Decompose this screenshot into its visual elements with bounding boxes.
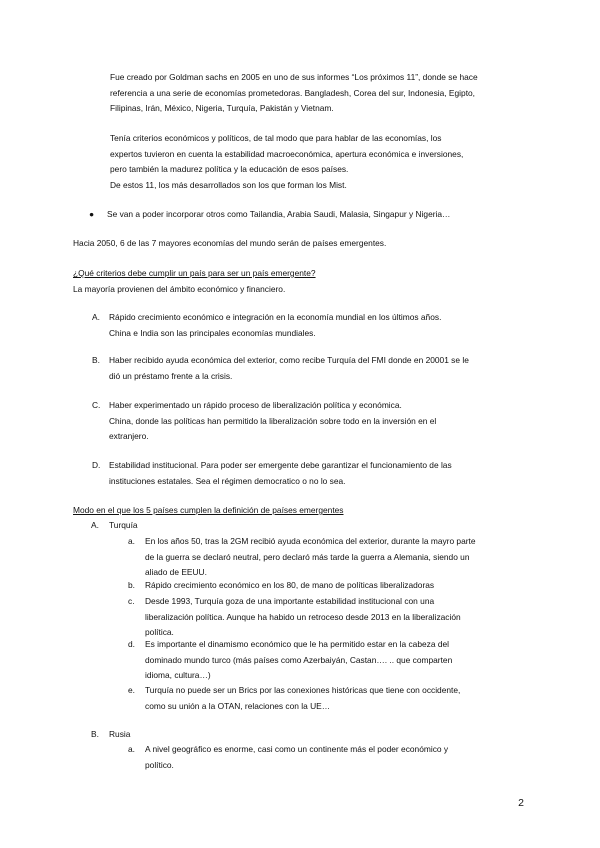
list-marker: c. [128, 596, 135, 606]
list-marker: A. [92, 312, 100, 322]
modo-section [73, 503, 344, 519]
text-line: Fue creado por Goldman sachs en 2005 en uno de sus informes “Los próximos 11”, donde se hace [110, 72, 478, 82]
bullet-icon: ● [89, 209, 95, 219]
list-item [109, 310, 441, 341]
list-marker: C. [92, 400, 101, 410]
list-marker: B. [92, 355, 100, 365]
text-line: A nivel geográfico es enorme, casi como un continente más el poder económico y [145, 744, 449, 754]
list-item [145, 594, 461, 641]
text-line: instituciones estatales. Sea el régimen democratico o no lo sea. [109, 475, 346, 486]
list-marker: d. [128, 639, 135, 649]
text-line: idioma, cultura…) [145, 670, 211, 681]
text-line: política. [145, 627, 174, 638]
text-line: pero también la madurez política y la educación de esos países. [110, 164, 349, 175]
list-marker: D. [92, 460, 101, 470]
text-line: Haber recibido ayuda económica del exterior, como recibe Turquía del FMI donde en 20001 se le [109, 355, 469, 365]
text-line: En los años 50, tras la 2GM recibió ayuda económica del exterior, durante la mayro parte [145, 536, 476, 546]
text-line: Rusia [109, 729, 131, 739]
text-line: Es importante el dinamismo económico que le ha permitido estar en la cabeza del [145, 639, 449, 649]
list-item [145, 578, 434, 594]
section-subtitle: La mayoría provienen del ámbito económico y financiero. [73, 283, 286, 294]
text-line: dió un préstamo frente a la crisis. [109, 370, 233, 381]
text-line: Filipinas, Irán, México, Nigeria, Turquía, Pakistán y Vietnam. [110, 103, 334, 114]
list-item [145, 683, 460, 714]
list-item [145, 742, 448, 773]
criterios-section [73, 266, 316, 297]
intro-paragraph-2 [110, 131, 463, 193]
section-heading: Modo en el que los 5 países cumplen la definición de países emergentes [73, 505, 344, 515]
list-item [109, 458, 452, 489]
text-line: aliado de EEUU. [145, 567, 207, 578]
list-marker: a. [128, 536, 135, 546]
page-number: 2 [518, 797, 524, 809]
list-item [109, 398, 436, 445]
list-item [145, 637, 452, 684]
text-line: Desde 1993, Turquía goza de una importante estabilidad institucional con una [145, 596, 435, 606]
text-line: Rápido crecimiento económico e integración en la economía mundial en los últimos años. [109, 312, 442, 322]
list-marker: a. [128, 744, 135, 754]
list-marker: b. [128, 580, 135, 590]
list-marker: A. [91, 520, 99, 530]
text-line: Haber experimentado un rápido proceso de liberalización política y económica. [109, 400, 402, 410]
list-item [145, 534, 476, 581]
text-line: extranjero. [109, 431, 149, 442]
statement-paragraph [73, 236, 386, 252]
text-line: político. [145, 759, 174, 770]
text-line: referencia a una serie de economías prometedoras. Bangladesh, Corea del sur, Indonesia, Egipto, [110, 87, 476, 98]
text-line: Tenía criterios económicos y políticos, de tal modo que para hablar de las economías, los [110, 133, 442, 143]
text-line: de la guerra se declaró neutral, pero declaró más tarde la guerra a Alemania, siendo un [145, 551, 470, 562]
text-line: Se van a poder incorporar otros como Tailandia, Arabia Saudi, Malasia, Singapur y Nigeria… [107, 209, 451, 219]
text-line: expertos tuvieron en cuenta la estabilidad macroeconómica, apertura económica e inversiones, [110, 148, 464, 159]
text-line: Estabilidad institucional. Para poder ser emergente debe garantizar el funcionamiento de las [109, 460, 452, 470]
text-line: Hacia 2050, 6 de las 7 mayores economías del mundo serán de países emergentes. [73, 238, 387, 248]
list-marker: B. [91, 729, 99, 739]
text-line: como su unión a la OTAN, relaciones con la UE… [145, 700, 331, 711]
text-line: China, donde las políticas han permitido la liberalización sobre todo en la inversión en el [109, 415, 437, 426]
intro-paragraph-1 [110, 70, 478, 117]
section-heading: ¿Qué criterios debe cumplir un país para ser un país emergente? [73, 268, 316, 278]
text-line: Rápido crecimiento económico en los 80, de mano de políticas liberalizadoras [145, 580, 435, 590]
text-line: Turquía no puede ser un Brics por las conexiones históricas que tiene con occidente, [145, 685, 461, 695]
text-line: dominado mundo turco (más países como Azerbaiyán, Castan…. .. que comparten [145, 654, 453, 665]
text-line: China e India son las principales economías mundiales. [109, 327, 316, 338]
list-item [109, 353, 469, 384]
country-heading-rusia [109, 727, 130, 743]
list-marker: e. [128, 685, 135, 695]
text-line: De estos 11, los más desarrollados son los que forman los Mist. [110, 179, 347, 190]
text-line: Turquía [109, 520, 138, 530]
text-line: liberalización política. Aunque ha habido un retroceso desde 2013 en la liberalización [145, 611, 461, 622]
country-heading-turquia [109, 518, 138, 534]
bullet-item [107, 207, 450, 223]
